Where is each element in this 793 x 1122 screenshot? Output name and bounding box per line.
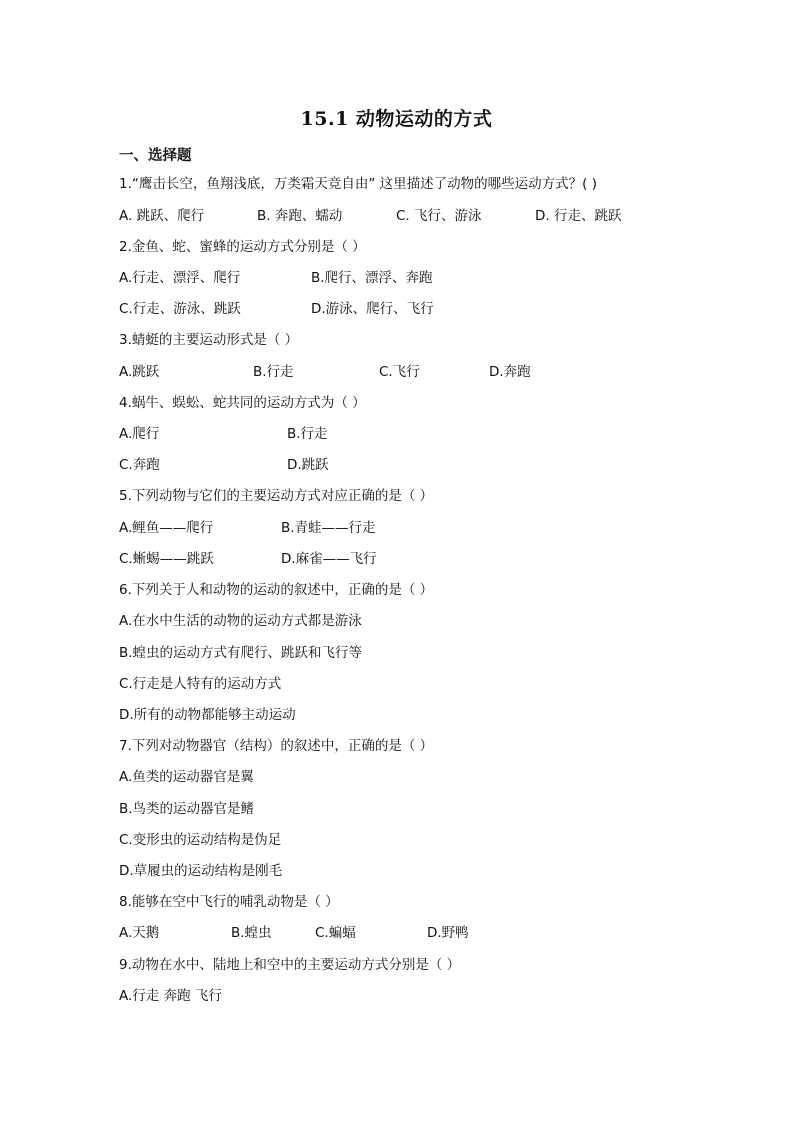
- q3-option-a: A.跳跃: [119, 364, 160, 380]
- q4-option-a: A.爬行: [119, 426, 160, 442]
- q2-option-c: C.行走、游泳、跳跃: [119, 301, 241, 317]
- q2-option-b: B.爬行、漂浮、奔跑: [311, 270, 433, 286]
- q4-option-b: B.行走: [287, 426, 328, 442]
- question-2: 2.金鱼、蛇、蜜蜂的运动方式分别是（ ）: [119, 239, 366, 255]
- q1-option-a: A. 跳跃、爬行: [119, 208, 205, 224]
- document-title: 15.1 动物运动的方式: [300, 108, 493, 130]
- q5-option-c: C.蜥蜴——跳跃: [119, 551, 214, 567]
- q2-option-a: A.行走、漂浮、爬行: [119, 270, 241, 286]
- q8-option-b: B.蝗虫: [231, 925, 272, 941]
- q1-option-c: C. 飞行、游泳: [396, 208, 482, 224]
- q1-option-b: B. 奔跑、蠕动: [257, 208, 343, 224]
- q4-option-d: D.跳跃: [287, 457, 329, 473]
- question-4: 4.蜗牛、蜈蚣、蛇共同的运动方式为（ ）: [119, 395, 366, 411]
- question-9: 9.动物在水中、陆地上和空中的主要运动方式分别是（ ）: [119, 957, 461, 973]
- q6-option-d: D.所有的动物都能够主动运动: [119, 707, 296, 723]
- q5-option-d: D.麻雀——飞行: [281, 551, 377, 567]
- q8-option-d: D.野鸭: [427, 925, 469, 941]
- q1-option-d: D. 行走、跳跃: [535, 208, 622, 224]
- q8-option-a: A.天鹅: [119, 925, 160, 941]
- section-heading: 一、选择题: [119, 148, 192, 164]
- question-1: 1.“鹰击长空，鱼翔浅底，万类霜天竞自由” 这里描述了动物的哪些运动方式？( ): [119, 176, 597, 192]
- q6-option-b: B.蝗虫的运动方式有爬行、跳跃和飞行等: [119, 645, 363, 661]
- q7-option-b: B.鸟类的运动器官是鳍: [119, 801, 255, 817]
- q3-option-b: B.行走: [253, 364, 294, 380]
- q5-option-a: A.鲤鱼——爬行: [119, 520, 214, 536]
- question-8: 8.能够在空中飞行的哺乳动物是（ ）: [119, 894, 339, 910]
- q7-option-a: A.鱼类的运动器官是翼: [119, 769, 254, 785]
- question-7: 7.下列对动物器官（结构）的叙述中，正确的是（ ）: [119, 738, 434, 754]
- q7-option-d: D.草履虫的运动结构是刚毛: [119, 863, 283, 879]
- q4-option-c: C.奔跑: [119, 457, 160, 473]
- q7-option-c: C.变形虫的运动结构是伪足: [119, 832, 282, 848]
- q6-option-c: C.行走是人特有的运动方式: [119, 676, 282, 692]
- q3-option-c: C.飞行: [379, 364, 420, 380]
- q3-option-d: D.奔跑: [489, 364, 531, 380]
- q8-option-c: C.蝙蝠: [315, 925, 356, 941]
- q6-option-a: A.在水中生活的动物的运动方式都是游泳: [119, 613, 362, 629]
- q5-option-b: B.青蛙——行走: [281, 520, 376, 536]
- question-3: 3.蜻蜓的主要运动形式是（ ）: [119, 332, 299, 348]
- q2-option-d: D.游泳、爬行、飞行: [311, 301, 434, 317]
- q9-option-a: A.行走 奔跑 飞行: [119, 988, 222, 1004]
- question-5: 5.下列动物与它们的主要运动方式对应正确的是（ ）: [119, 488, 434, 504]
- question-6: 6.下列关于人和动物的运动的叙述中，正确的是（ ）: [119, 582, 434, 598]
